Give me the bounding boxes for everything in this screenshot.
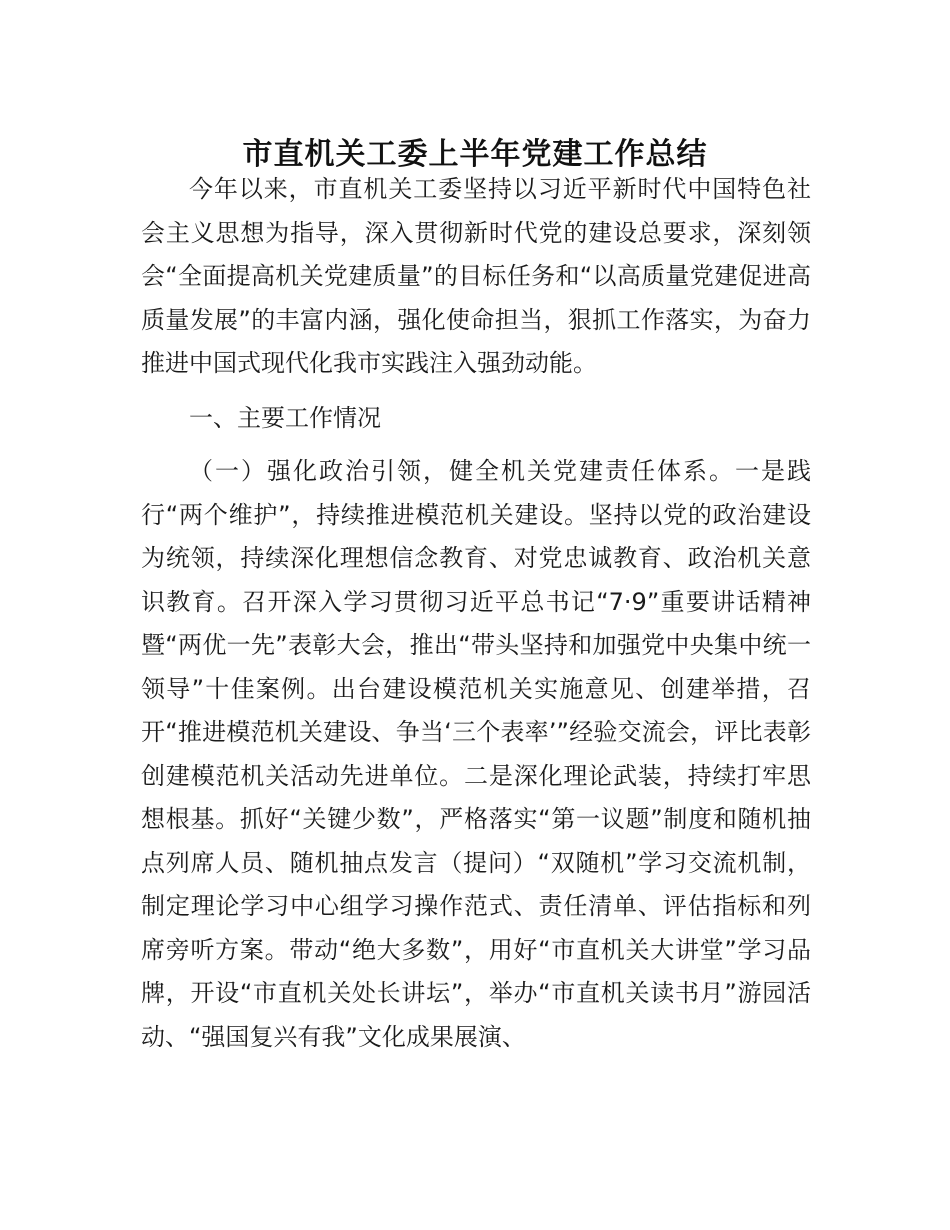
document-title: 市直机关工委上半年党建工作总结 (242, 137, 708, 173)
section-heading: 一、主要工作情况 (189, 404, 381, 432)
body-paragraph: （一）强化政治引领，健全机关党建责任体系。一是践行“两个维护”，持续推进模范机关建设。坚持以党的政治建设为统领，持续深化理想信念教育、对党忠诚教育、政治机关意识教育。召开深入学习贯彻习近平总书记“7·9”重要讲话精神暨“两优一先”表彰大会，推出“带头坚持和加强党中央集中统一领导”十佳案例。出台建设模范机关实施意见、创建举措，召开“推进模范机关建设、争当‘三个表率’”经验交流会，评比表彰创建模范机关活动先进单位。二是深化理论武装，持续打牢思想根基。抓好“关键少数”，严格落实“第一议题”制度和随机抽点列席人员、随机抽点发言（提问）“双随机”学习交流机制，制定理论学习中心组学习操作范式、责任清单、评估指标和列席旁听方案。带动“绝大多数”，用好“市直机关大讲堂”学习品牌，开设“市直机关处长讲坛”，举办“市直机关读书月”游园活动、“强国复兴有我”文化成果展演、 (141, 457, 811, 1051)
intro-paragraph: 今年以来，市直机关工委坚持以习近平新时代中国特色社会主义思想为指导，深入贯彻新时代党的建设总要求，深刻领会“全面提高机关党建质量”的目标任务和“以高质量党建促进高质量发展”的丰富内涵，强化使命担当，狠抓工作落实，为奋力推进中国式现代化我市实践注入强劲动能。 (141, 175, 811, 377)
